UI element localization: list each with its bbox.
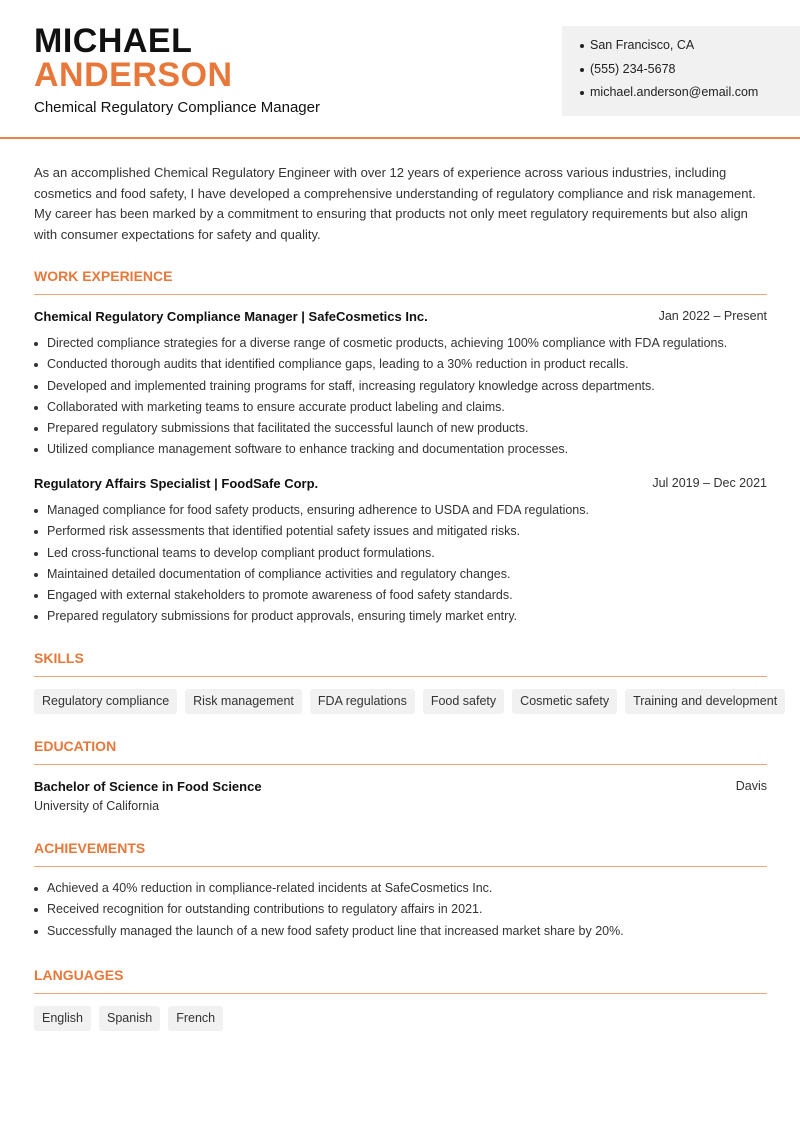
list-item: Directed compliance strategies for a diverse range of cosmetic products, achieving 100% compliance with FDA regulations. [34, 335, 774, 356]
skill-tag: FDA regulations [310, 689, 415, 714]
section-title-achievements: ACHIEVEMENTS [34, 840, 146, 856]
list-item: Conducted thorough audits that identified compliance gaps, leading to a 30% reduction in product recalls. [34, 356, 774, 377]
language-tag: Spanish [99, 1006, 160, 1031]
first-name: MICHAEL [34, 22, 193, 60]
list-item: Collaborated with marketing teams to ensure accurate product labeling and claims. [34, 399, 774, 420]
section-title-education: EDUCATION [34, 738, 117, 754]
contact-location: San Francisco, CA [580, 37, 800, 61]
list-item: Developed and implemented training programs for staff, increasing regulatory knowledge across departments. [34, 378, 774, 399]
last-name: ANDERSON [34, 56, 233, 94]
job-dates: Jan 2022 – Present [658, 309, 767, 323]
education-location: Davis [735, 779, 767, 793]
list-item: Prepared regulatory submissions for product approvals, ensuring timely market entry. [34, 608, 774, 629]
job-role: Regulatory Affairs Specialist | FoodSafe Corp. [34, 476, 319, 491]
school: University of California [34, 799, 160, 813]
section-title-languages: LANGUAGES [34, 967, 124, 983]
language-tags [34, 1006, 223, 1031]
contact-email[interactable]: michael.anderson@email.com [580, 84, 800, 108]
skill-tags [34, 689, 785, 714]
section-title-work: WORK EXPERIENCE [34, 268, 173, 284]
contact-phone: (555) 234-5678 [580, 61, 800, 85]
list-item: Led cross-functional teams to develop compliant product formulations. [34, 545, 774, 566]
divider [34, 676, 767, 677]
list-item: Performed risk assessments that identified potential safety issues and mitigated risks. [34, 523, 774, 544]
divider [34, 866, 767, 867]
contact-box [562, 26, 800, 116]
resume-header [0, 0, 800, 139]
list-item: Engaged with external stakeholders to promote awareness of food safety standards. [34, 587, 774, 608]
achievement-list [34, 880, 794, 944]
list-item: Received recognition for outstanding contributions to regulatory affairs in 2021. [34, 901, 794, 922]
divider [34, 764, 767, 765]
skill-tag: Cosmetic safety [512, 689, 617, 714]
list-item: Prepared regulatory submissions that facilitated the successful launch of new products. [34, 420, 774, 441]
list-item: Managed compliance for food safety products, ensuring adherence to USDA and FDA regulations. [34, 502, 774, 523]
job-bullets [34, 502, 774, 630]
skill-tag: Regulatory compliance [34, 689, 177, 714]
summary: As an accomplished Chemical Regulatory Engineer with over 12 years of experience across various industries, including cosmetics and food safety, I have developed a comprehensive understanding of regulatory compliance and risk management. My career has been marked by a commitment to ensuring that products not only meet regulatory requirements but also align with consumer expectations for safety and quality. [34, 165, 756, 243]
list-item: Achieved a 40% reduction in compliance-related incidents at SafeCosmetics Inc. [34, 880, 794, 901]
skill-tag: Training and development [625, 689, 785, 714]
job-title: Chemical Regulatory Compliance Manager [34, 99, 320, 116]
section-title-skills: SKILLS [34, 650, 84, 666]
job-dates: Jul 2019 – Dec 2021 [652, 476, 767, 490]
job-bullets [34, 335, 774, 463]
skill-tag: Risk management [185, 689, 302, 714]
degree: Bachelor of Science in Food Science [34, 779, 262, 794]
job-role: Chemical Regulatory Compliance Manager | SafeCosmetics Inc. [34, 309, 428, 324]
list-item: Successfully managed the launch of a new food safety product line that increased market share by 20%. [34, 923, 794, 944]
list-item: Maintained detailed documentation of compliance activities and regulatory changes. [34, 566, 774, 587]
list-item: Utilized compliance management software to enhance tracking and documentation processes. [34, 441, 774, 462]
language-tag: French [168, 1006, 223, 1031]
skill-tag: Food safety [423, 689, 504, 714]
divider [34, 993, 767, 994]
language-tag: English [34, 1006, 91, 1031]
divider [34, 294, 767, 295]
